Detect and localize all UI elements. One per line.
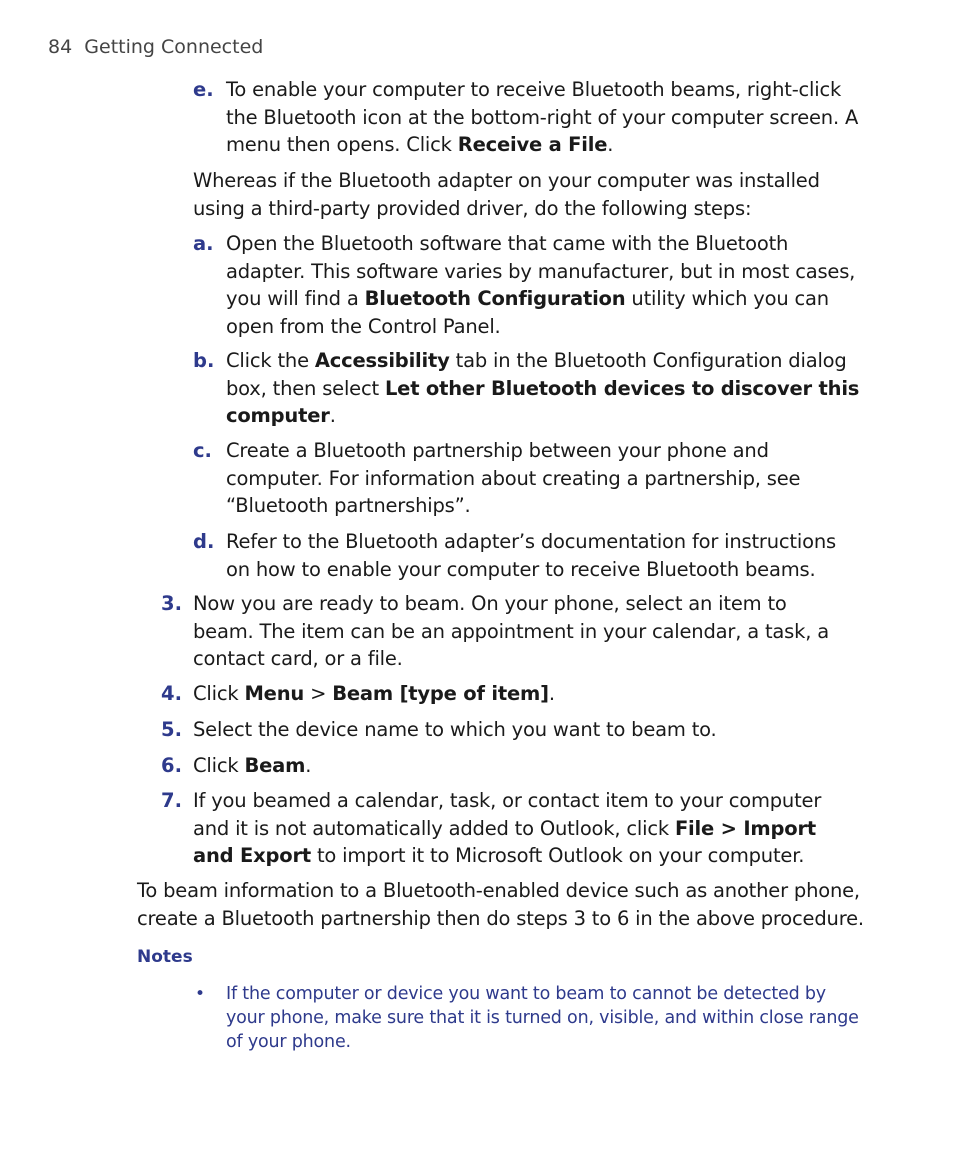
step-6-text (193, 752, 873, 780)
step-a-label: a. (193, 232, 214, 255)
step-6-label: 6. (161, 754, 182, 777)
step-6-text-part: Click (193, 754, 245, 777)
step-3-text: Now you are ready to beam. On your phone, select an item to beam. The item can be an appointment in your calendar, a task, a contact card, or a file. (193, 592, 829, 670)
section-title: Getting Connected (84, 36, 264, 58)
step-4-separator: > (304, 682, 333, 705)
discover-option-term: Let other Bluetooth devices to discover this computer (226, 376, 860, 427)
step-d-label: d. (193, 530, 215, 553)
step-c-label: c. (193, 439, 212, 462)
beam-type-command: Beam [type of item] (332, 682, 549, 705)
page-header (48, 36, 263, 58)
step-4-text (193, 680, 873, 708)
step-e-text-part: To enable your computer to receive Bluetooth beams, right-click the Bluetooth icon at the bottom-right of your computer screen. A menu then opens. Click (226, 78, 859, 156)
step-7-label: 7. (161, 789, 182, 812)
step-b-label: b. (193, 349, 215, 372)
step-7-text-part: If you beamed a calendar, task, or contact item to your computer and it is not automatically added to Outlook, click (193, 789, 822, 840)
step-e-text (226, 76, 866, 159)
step-a-text-end: utility which you can open from the Control Panel. (226, 287, 829, 338)
step-d-text: Refer to the Bluetooth adapter’s documentation for instructions on how to enable your computer to receive Bluetooth beams. (226, 530, 836, 581)
menu-command: Menu (244, 682, 305, 705)
receive-file-command: Receive a File (457, 133, 608, 156)
note-item: If the computer or device you want to beam to cannot be detected by your phone, make sure that it is turned on, visible, and within close range of your phone. (226, 984, 859, 1052)
import-export-command: File > Import and Export (193, 816, 817, 867)
note-bullet-icon: • (195, 984, 206, 1004)
step-7-text-end: to import it to Microsoft Outlook on your computer. (310, 844, 805, 867)
step-a-text-part: Open the Bluetooth software that came with the Bluetooth adapter. This software varies by manufacturer, but in most cases, you will find a (226, 232, 856, 310)
step-c-text: Create a Bluetooth partnership between your phone and computer. For information about creating a partnership, see “Bluetooth partnerships”. (226, 439, 801, 517)
notes-heading: Notes (137, 947, 193, 967)
page-number: 84 (48, 36, 73, 58)
closing-paragraph: To beam information to a Bluetooth-enabled device such as another phone, create a Bluetooth partnership then do steps 3 to 6 in the above procedure. (137, 879, 864, 930)
step-b-text-part: Click the (226, 349, 315, 372)
step-3-label: 3. (161, 592, 182, 615)
beam-command: Beam (244, 754, 306, 777)
step-4-text-part: Click (193, 682, 245, 705)
step-b-text-mid: tab in the Bluetooth Configuration dialog box, then select (226, 349, 847, 400)
step-4-label: 4. (161, 682, 182, 705)
step-e-text-end: . (607, 133, 614, 156)
step-4-text-end: . (548, 682, 555, 705)
whereas-paragraph: Whereas if the Bluetooth adapter on your computer was installed using a third-party provided driver, do the following steps: (193, 169, 820, 220)
bluetooth-configuration-term: Bluetooth Configuration (364, 287, 626, 310)
step-6-text-end: . (305, 754, 312, 777)
accessibility-tab-term: Accessibility (314, 349, 450, 372)
step-e-label: e. (193, 78, 214, 101)
step-7-text (193, 787, 858, 870)
step-5-label: 5. (161, 718, 182, 741)
step-b-text-end: . (329, 404, 336, 427)
step-5-text: Select the device name to which you want to beam to. (193, 718, 717, 741)
step-b-text (226, 347, 866, 430)
step-a-text (226, 230, 866, 340)
